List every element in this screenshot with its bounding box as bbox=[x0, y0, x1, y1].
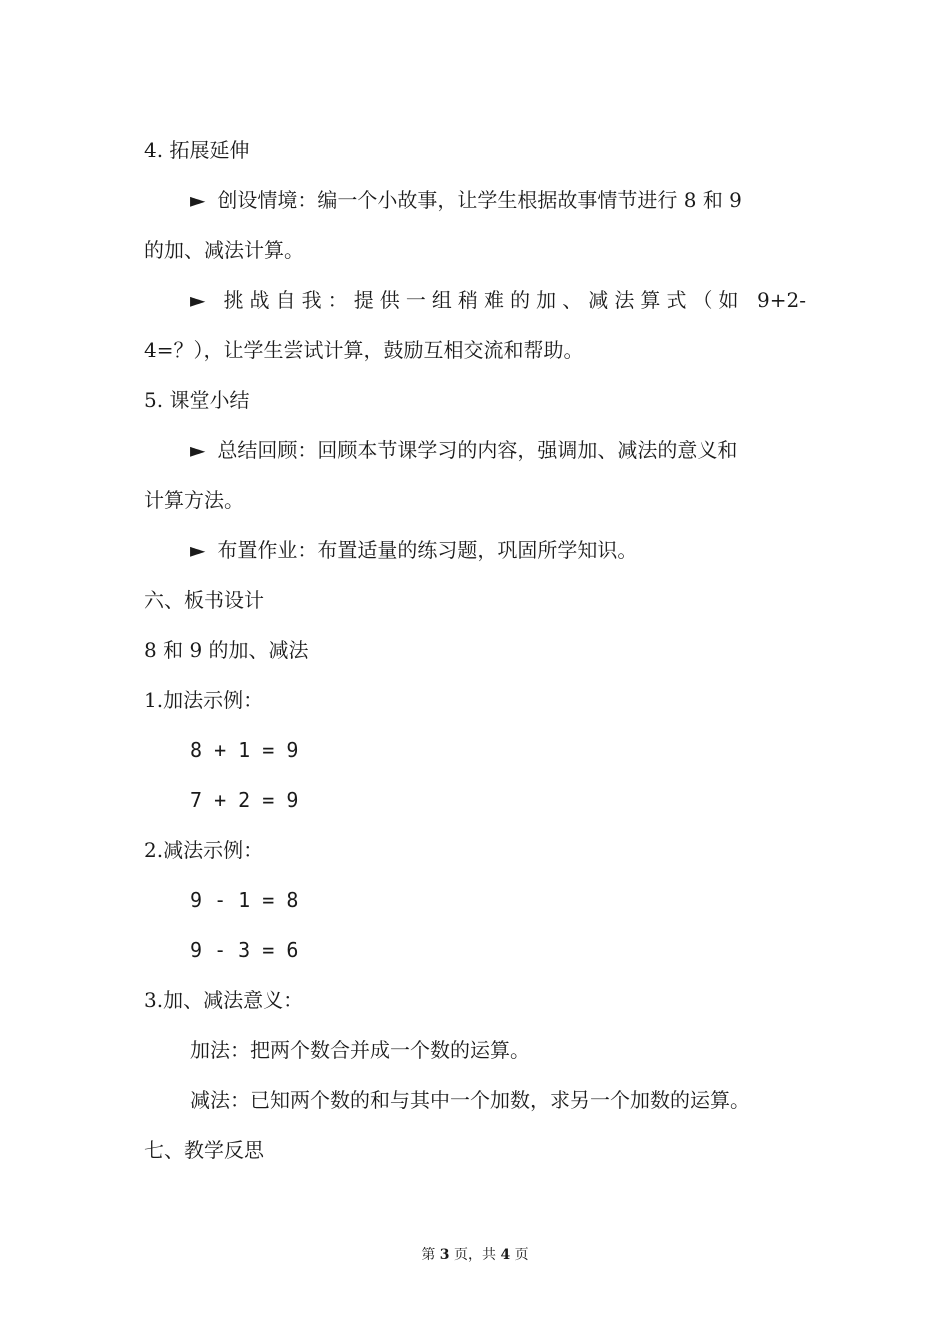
list-item-scenario bbox=[190, 186, 742, 214]
section-4-heading: 4. 拓展延伸 bbox=[144, 138, 250, 162]
addition-example: 7 + 2 = 9 bbox=[190, 788, 299, 812]
reflection-heading: 七、教学反思 bbox=[144, 1138, 264, 1162]
subtraction-example: 9 - 1 = 8 bbox=[190, 888, 299, 912]
list-item-text: 布置作业：布置适量的练习题，巩固所学知识。 bbox=[217, 538, 638, 562]
section-5-heading: 5. 课堂小结 bbox=[144, 388, 250, 412]
total-page-count: 4 bbox=[500, 1247, 511, 1263]
list-item-continuation: 计算方法。 bbox=[144, 488, 244, 512]
page-footer bbox=[0, 1245, 950, 1265]
bullet-icon: ► bbox=[190, 438, 206, 462]
list-item-continuation: 的加、减法计算。 bbox=[144, 238, 304, 262]
bullet-icon: ► bbox=[190, 188, 206, 212]
list-item-continuation: 4=？），让学生尝试计算，鼓励互相交流和帮助。 bbox=[144, 338, 584, 362]
addition-example: 8 + 1 = 9 bbox=[190, 738, 299, 762]
addition-meaning: 加法：把两个数合并成一个数的运算。 bbox=[190, 1038, 530, 1062]
list-item-summary bbox=[190, 436, 737, 464]
subtraction-meaning: 减法：已知两个数的和与其中一个加数，求另一个加数的运算。 bbox=[190, 1088, 750, 1112]
subtraction-example: 9 - 3 = 6 bbox=[190, 938, 299, 962]
bullet-icon: ► bbox=[190, 288, 206, 312]
footer-middle: 页，共 bbox=[449, 1247, 501, 1263]
board-design-heading: 六、板书设计 bbox=[144, 588, 264, 612]
addition-examples-heading: 1.加法示例： bbox=[144, 688, 264, 712]
list-item-homework bbox=[190, 536, 637, 564]
list-item-text: 总结回顾：回顾本节课学习的内容，强调加、减法的意义和 bbox=[217, 438, 738, 462]
list-item-text: 创设情境：编一个小故事，让学生根据故事情节进行 8 和 9 bbox=[217, 188, 742, 212]
list-item-challenge bbox=[190, 286, 806, 314]
footer-prefix: 第 bbox=[421, 1247, 440, 1263]
board-title: 8 和 9 的加、减法 bbox=[144, 638, 309, 662]
footer-suffix: 页 bbox=[510, 1247, 529, 1263]
subtraction-examples-heading: 2.减法示例： bbox=[144, 838, 264, 862]
list-item-text: 挑战自我：提供一组稍难的加、减法算式（如 9+2- bbox=[217, 288, 806, 312]
bullet-icon: ► bbox=[190, 538, 206, 562]
current-page-number: 3 bbox=[439, 1247, 450, 1263]
meaning-heading: 3.加、减法意义： bbox=[144, 988, 304, 1012]
